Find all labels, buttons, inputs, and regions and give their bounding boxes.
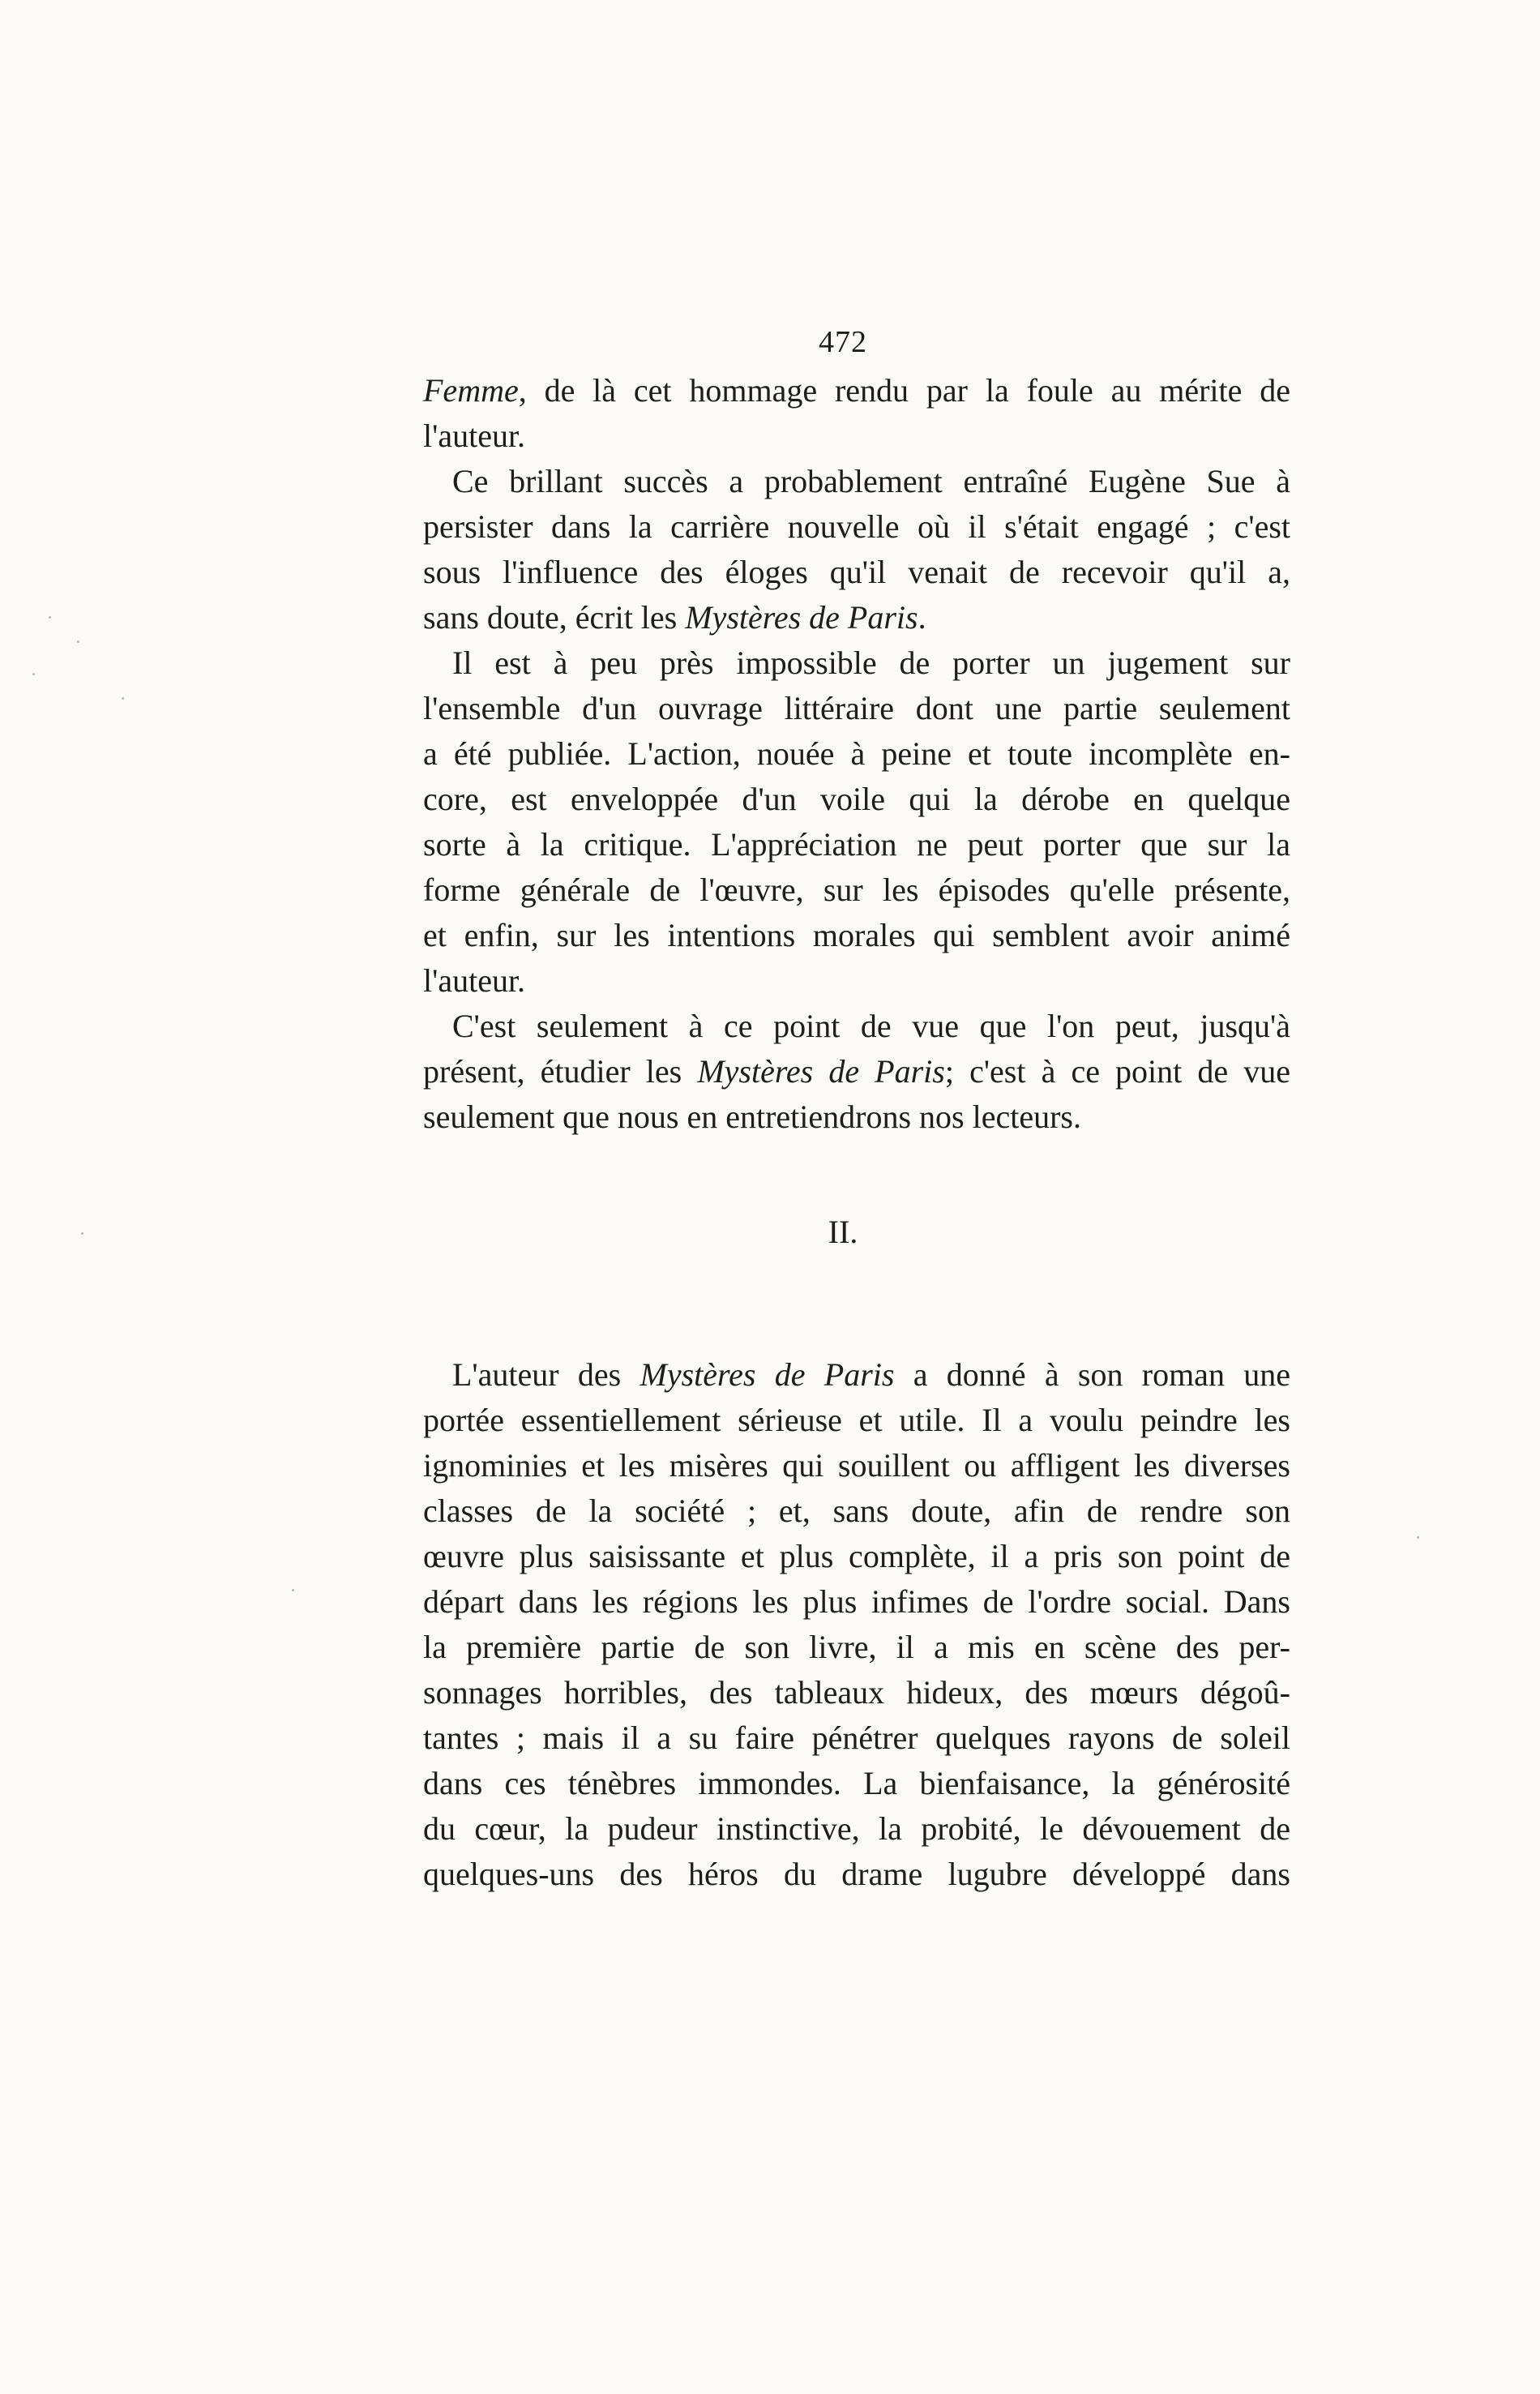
text-line	[423, 1049, 1290, 1094]
text-run: départ dans les régions les plus infimes de l'ordre social. Dans	[423, 1583, 1290, 1620]
text-line	[423, 1806, 1290, 1852]
section-heading: II.	[828, 1214, 858, 1250]
text-run: la première partie de son livre, il a mis en scène des per-	[423, 1629, 1290, 1665]
scan-speck	[292, 1589, 294, 1591]
text-run: œuvre plus saisissante et plus complète, il a pris son point de	[423, 1538, 1290, 1574]
text-line	[423, 1670, 1290, 1715]
scan-speck	[122, 697, 124, 700]
scan-speck	[49, 616, 51, 619]
text-line	[423, 1352, 1290, 1398]
text-run: Ce brillant succès a probablement entraîné Eugène Sue à	[452, 463, 1290, 499]
text-block-top	[423, 368, 1290, 1140]
text-line	[423, 413, 1290, 459]
text-run: sorte à la critique. L'appréciation ne peut porter que sur la	[423, 826, 1290, 863]
text-run: Il est à peu près impossible de porter un jugement sur	[452, 645, 1290, 681]
italic-phrase: Mystères de Paris	[640, 1356, 895, 1393]
text-line	[423, 1443, 1290, 1488]
text-line	[423, 958, 1290, 1004]
paragraph	[423, 640, 1290, 1004]
text-run: seulement que nous en entretiendrons nos lecteurs.	[423, 1098, 1081, 1135]
text-run: du cœur, la pudeur instinctive, la probité, le dévouement de	[423, 1810, 1290, 1847]
text-line	[423, 1715, 1290, 1761]
text-line	[423, 640, 1290, 686]
text-run: dans ces ténèbres immondes. La bienfaisance, la générosité	[423, 1765, 1290, 1801]
text-line	[423, 504, 1290, 550]
text-run: forme générale de l'œuvre, sur les épisodes qu'elle présente,	[423, 872, 1290, 908]
italic-phrase: Mystères de Paris	[697, 1053, 945, 1090]
text-run: ignominies et les misères qui souillent ou affligent les diverses	[423, 1447, 1290, 1484]
scan-speck	[81, 1232, 83, 1235]
text-run: .	[918, 599, 926, 636]
text-block-bottom	[423, 1352, 1290, 1897]
text-line	[423, 1398, 1290, 1443]
text-run: classes de la société ; et, sans doute, afin de rendre son	[423, 1493, 1290, 1529]
text-line	[423, 777, 1290, 822]
paragraph	[423, 1004, 1290, 1140]
text-run: a donné à son roman une	[894, 1356, 1290, 1393]
text-line	[423, 913, 1290, 958]
text-line	[423, 1852, 1290, 1897]
text-line	[423, 686, 1290, 731]
text-line	[423, 1625, 1290, 1670]
text-line	[423, 1761, 1290, 1806]
text-line	[423, 595, 1290, 640]
scan-speck	[32, 673, 35, 675]
text-line	[423, 1579, 1290, 1625]
text-run: ; c'est à ce point de vue	[944, 1053, 1291, 1090]
text-run: quelques-uns des héros du drame lugubre développé dans	[423, 1856, 1290, 1892]
text-run: l'auteur.	[423, 418, 526, 454]
italic-phrase: Femme	[423, 372, 519, 409]
text-run: C'est seulement à ce point de vue que l'on peut, jusqu'à	[452, 1008, 1290, 1044]
paragraph	[423, 459, 1290, 640]
text-run: sans doute, écrit les	[423, 599, 686, 636]
scan-speck	[1417, 1536, 1419, 1539]
text-run: core, est enveloppée d'un voile qui la dérobe en quelque	[423, 781, 1290, 817]
text-run: l'auteur.	[423, 962, 526, 999]
italic-phrase: Mystères de Paris	[685, 599, 918, 636]
text-line	[423, 1534, 1290, 1579]
scan-speck	[77, 640, 79, 643]
text-run: , de là cet hommage rendu par la foule au mérite de	[518, 372, 1290, 409]
text-run: sous l'influence des éloges qu'il venait de recevoir qu'il a,	[423, 554, 1290, 590]
text-run: tantes ; mais il a su faire pénétrer quelques rayons de soleil	[423, 1719, 1290, 1756]
text-line	[423, 368, 1290, 413]
text-line	[423, 1488, 1290, 1534]
text-run: persister dans la carrière nouvelle où il s'était engagé ; c'est	[423, 508, 1290, 545]
text-line	[423, 459, 1290, 504]
text-line	[423, 867, 1290, 913]
text-run: présent, étudier les	[423, 1053, 698, 1090]
text-run: l'ensemble d'un ouvrage littéraire dont une partie seulement	[423, 690, 1290, 726]
text-run: portée essentiellement sérieuse et utile. Il a voulu peindre les	[423, 1402, 1290, 1438]
text-run: a été publiée. L'action, nouée à peine et toute incomplète en-	[423, 735, 1290, 772]
text-run: et enfin, sur les intentions morales qui semblent avoir animé	[423, 917, 1290, 953]
text-line	[423, 731, 1290, 777]
paragraph	[423, 368, 1290, 459]
text-line	[423, 1094, 1290, 1140]
paragraph	[423, 1352, 1290, 1897]
page-number: 472	[819, 325, 867, 359]
text-line	[423, 822, 1290, 867]
text-run: sonnages horribles, des tableaux hideux, des mœurs dégoû-	[423, 1674, 1290, 1711]
text-line	[423, 1004, 1290, 1049]
text-line	[423, 550, 1290, 595]
text-run: L'auteur des	[452, 1356, 640, 1393]
